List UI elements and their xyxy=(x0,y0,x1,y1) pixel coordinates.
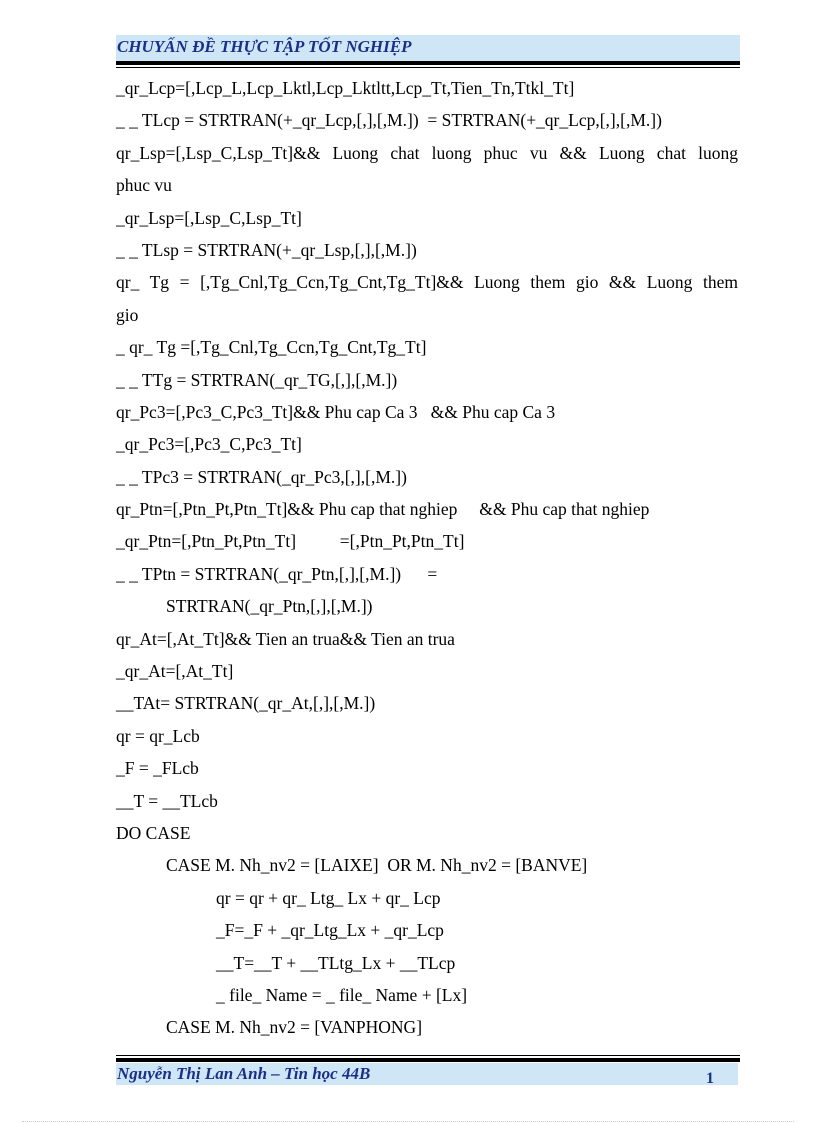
code-line: qr_At=[,At_Tt]&& Tien an trua&& Tien an trua xyxy=(116,628,455,649)
code-line: _F = _FLcb xyxy=(116,758,199,779)
code-line: CASE M. Nh_nv2 = [VANPHONG] xyxy=(166,1017,423,1038)
code-line: _ _ TTg = STRTRAN(_qr_TG,[,],[,M.]) xyxy=(116,369,398,390)
page-edge-divider xyxy=(22,1121,794,1122)
code-line: gio xyxy=(116,304,139,325)
code-line: __TAt= STRTRAN(_qr_At,[,],[,M.]) xyxy=(116,693,376,714)
code-line: STRTRAN(_qr_Ptn,[,],[,M.]) xyxy=(166,596,373,617)
code-line: phuc vu xyxy=(116,175,172,196)
code-line: qr_Ptn=[,Ptn_Pt,Ptn_Tt]&& Phu cap that nghiep && Phu cap that nghiep xyxy=(116,499,650,520)
code-line: qr_Lsp=[,Lsp_C,Lsp_Tt]&& Luong chat luong phuc vu && Luong chat luong xyxy=(116,142,738,163)
code-line: __T=__T + __TLtg_Lx + __TLcp xyxy=(216,952,456,973)
code-listing xyxy=(116,72,738,1044)
footer-author: Nguyễn Thị Lan Anh – Tin học 44B xyxy=(117,1064,371,1083)
code-line: _qr_At=[,At_Tt] xyxy=(116,661,234,682)
code-line: _qr_Ptn=[,Ptn_Pt,Ptn_Tt] =[,Ptn_Pt,Ptn_Tt] xyxy=(116,531,465,552)
code-line: _ file_ Name = _ file_ Name + [Lx] xyxy=(216,984,468,1005)
code-line: _ _ TLcp = STRTRAN(+_qr_Lcp,[,],[,M.]) = STRTRAN(+_qr_Lcp,[,],[,M.]) xyxy=(116,110,662,131)
code-line: DO CASE xyxy=(116,822,191,843)
code-line: __T = __TLcb xyxy=(116,790,218,811)
page-number: 1 xyxy=(706,1070,714,1087)
header-rule xyxy=(116,61,740,65)
code-line: qr_ Tg = [,Tg_Cnl,Tg_Ccn,Tg_Cnt,Tg_Tt]&& Luong them gio && Luong them xyxy=(116,272,738,293)
code-line: qr = qr + qr_ Ltg_ Lx + qr_ Lcp xyxy=(216,887,441,908)
code-line: _qr_Lcp=[,Lcp_L,Lcp_Lktl,Lcp_Lktltt,Lcp_Tt,Tien_Tn,Ttkl_Tt] xyxy=(116,78,575,98)
code-line: _F=_F + _qr_Ltg_Lx + _qr_Lcp xyxy=(216,920,444,941)
code-line: _ _ TPtn = STRTRAN(_qr_Ptn,[,],[,M.]) = xyxy=(116,563,438,584)
header-title: CHUYẤN ĐỀ THỰC TẬP TỐT NGHIỆP xyxy=(117,37,412,56)
code-line: _ qr_ Tg =[,Tg_Cnl,Tg_Ccn,Tg_Cnt,Tg_Tt] xyxy=(116,337,427,358)
code-line: _qr_Lsp=[,Lsp_C,Lsp_Tt] xyxy=(116,207,302,228)
code-line: _qr_Pc3=[,Pc3_C,Pc3_Tt] xyxy=(116,434,302,455)
code-line: CASE M. Nh_nv2 = [LAIXE] OR M. Nh_nv2 = [BANVE] xyxy=(166,855,588,876)
footer-rule-thin xyxy=(116,1055,740,1056)
code-line: _ _ TLsp = STRTRAN(+_qr_Lsp,[,],[,M.]) xyxy=(116,239,417,260)
code-line: qr = qr_Lcb xyxy=(116,725,200,746)
code-line: _ _ TPc3 = STRTRAN(_qr_Pc3,[,],[,M.]) xyxy=(116,466,407,487)
code-line: qr_Pc3=[,Pc3_C,Pc3_Tt]&& Phu cap Ca 3 && Phu cap Ca 3 xyxy=(116,401,556,422)
footer-rule xyxy=(116,1058,740,1062)
header-rule-thin xyxy=(116,67,740,68)
